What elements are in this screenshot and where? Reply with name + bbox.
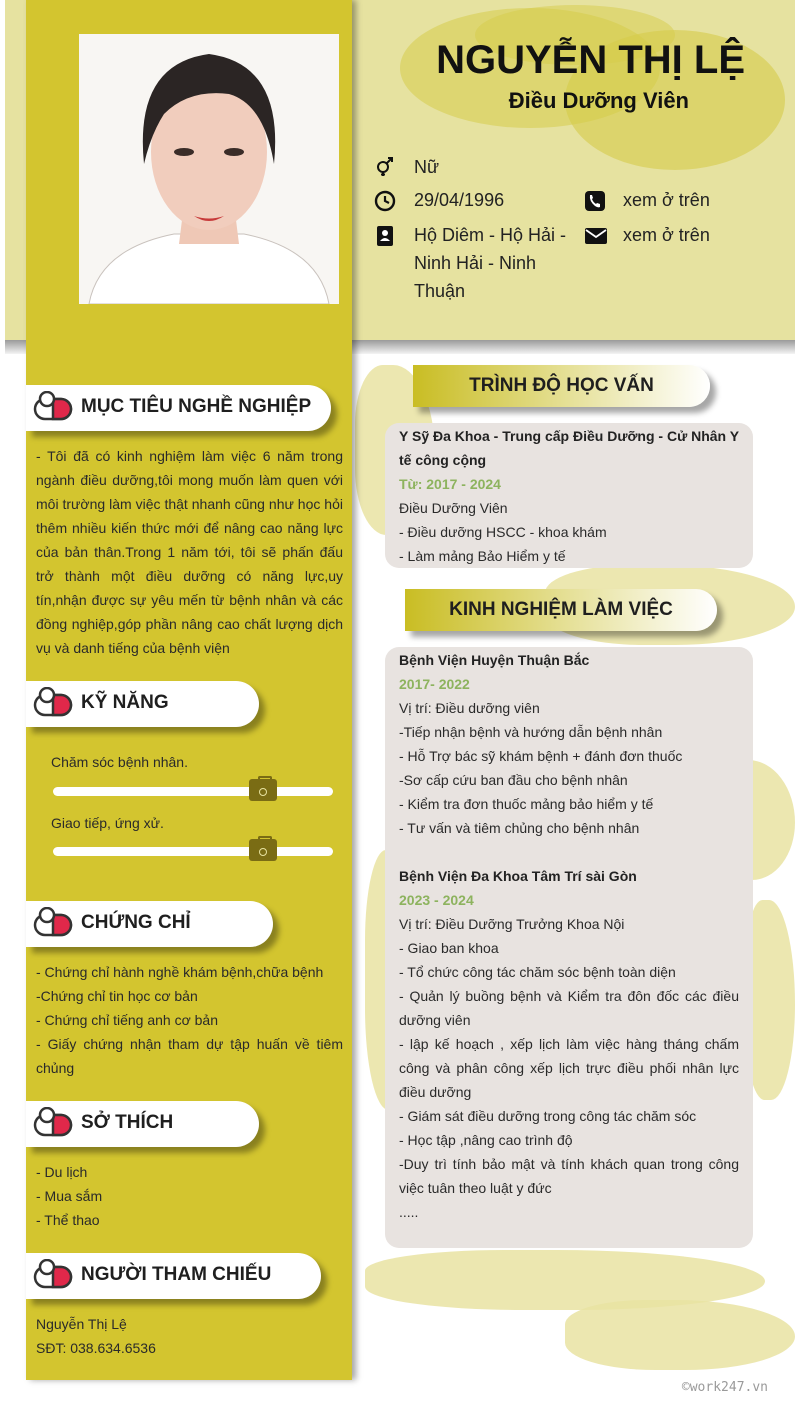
skill-label: Chăm sóc bệnh nhân.	[51, 754, 188, 770]
pill-icon	[33, 907, 73, 941]
list-item: - Tư vấn và tiêm chủng cho bệnh nhân	[399, 820, 640, 836]
skill-label: Giao tiếp, ứng xử.	[51, 815, 164, 831]
list-item: -Duy trì tính bảo mật và tính khách quan trong công việc tuân theo luật y đức	[399, 1156, 739, 1196]
birthdate-text: 29/04/1996	[414, 190, 505, 210]
skill-bar	[53, 787, 333, 796]
list-item: - Hỗ Trợ bác sỹ khám bệnh + đánh đơn thuốc	[399, 748, 683, 764]
candidate-name: NGUYỄN THỊ LỆ	[436, 38, 745, 82]
list-item: - Mua sắm	[36, 1188, 103, 1204]
list-item: - Du lịch	[36, 1164, 88, 1180]
education-content	[399, 424, 739, 568]
list-item: - Quản lý buồng bệnh và Kiểm tra đôn đốc các điều dưỡng viên	[399, 988, 739, 1028]
pill-icon	[33, 1107, 73, 1141]
pill-icon	[33, 391, 73, 425]
list-item: - Thể thao	[36, 1212, 100, 1228]
hobbies-heading	[26, 1101, 259, 1147]
references-info	[36, 1312, 343, 1360]
list-item: - Giám sát điều dưỡng trong công tác chăm sóc	[399, 1108, 697, 1124]
list-item: -Tiếp nhận bệnh và hướng dẫn bệnh nhân	[399, 724, 663, 740]
experience-content	[399, 648, 739, 1224]
job-period: 2023 - 2024	[399, 892, 474, 908]
briefcase-icon	[249, 779, 277, 801]
list-item: -Chứng chỉ tin học cơ bản	[36, 988, 198, 1004]
clock-icon	[374, 190, 396, 212]
phone-text: xem ở trên	[623, 190, 710, 210]
hobbies-title: SỞ THÍCH	[81, 1112, 174, 1133]
skills-heading	[26, 681, 259, 727]
education-school: Y Sỹ Đa Khoa - Trung cấp Điều Dưỡng - Cử Nhân Y tế công cộng	[399, 428, 739, 468]
briefcase-icon	[249, 839, 277, 861]
list-item: - Chứng chỉ tiếng anh cơ bản	[36, 1012, 218, 1028]
references-title: NGƯỜI THAM CHIẾU	[81, 1264, 272, 1285]
experience-title: KINH NGHIỆM LÀM VIỆC	[449, 599, 673, 620]
list-item: - Làm mảng Bảo Hiểm y tế	[399, 548, 566, 564]
pill-icon	[33, 1259, 73, 1293]
job-company: Bệnh Viện Huyện Thuận Bắc	[399, 652, 590, 668]
list-item: - Học tập ,nâng cao trình độ	[399, 1132, 573, 1148]
address-line: Thuận	[414, 281, 466, 301]
objective-heading	[26, 385, 331, 431]
address-icon	[374, 225, 396, 247]
list-item: Điều Dưỡng Viên	[399, 500, 508, 516]
list-item: .....	[399, 1204, 419, 1220]
references-heading	[26, 1253, 321, 1299]
experience-heading	[405, 589, 717, 631]
list-item: - Tổ chức công tác chăm sóc bệnh toàn diện	[399, 964, 676, 980]
address-text	[414, 221, 574, 305]
pill-icon	[33, 687, 73, 721]
list-item: Vị trí: Điều dưỡng viên	[399, 700, 540, 716]
watermark: ©work247.vn	[681, 1380, 768, 1395]
objective-title: MỤC TIÊU NGHỀ NGHIỆP	[81, 396, 312, 417]
job-period: 2017- 2022	[399, 676, 470, 692]
phone-icon	[584, 190, 606, 212]
profile-photo	[79, 34, 339, 304]
skill-bar	[53, 847, 333, 856]
reference-phone: SĐT: 038.634.6536	[36, 1340, 156, 1356]
hobbies-list	[36, 1160, 343, 1232]
list-item: -Sơ cấp cứu ban đầu cho bệnh nhân	[399, 772, 628, 788]
reference-name: Nguyễn Thị Lệ	[36, 1316, 127, 1332]
objective-text: - Tôi đã có kinh nghiệm làm việc 6 năm trong ngành điều dưỡng,tôi mong muốn làm quen với môi trường làm việc thật nhanh cũng như học hỏi thêm nhiều kiến thức mới để nâng cao năng lực của bản thân.Trong 1 năm tới, tôi sẽ phấn đấu trở thành một điều dưỡng có năng lực,uy tín,nhận được sự yêu mến từ bệnh nhân và các đồng nghiệp,góp phần nâng cao chất lượng dịch vụ và danh tiếng của bệnh viện	[36, 448, 343, 656]
certificates-heading	[26, 901, 273, 947]
cv-page	[5, 0, 795, 1407]
list-item: - Điều dưỡng HSCC - khoa khám	[399, 524, 607, 540]
list-item: - Chứng chỉ hành nghề khám bệnh,chữa bệnh	[36, 964, 324, 980]
list-item: - Giao ban khoa	[399, 940, 499, 956]
email-icon	[584, 225, 608, 247]
address-line: Hộ Diêm - Hộ Hải -	[414, 225, 567, 245]
education-heading	[413, 365, 710, 407]
list-item: - lập kế hoạch , xếp lịch làm việc hàng tháng chấm công và phân công xếp lịch trực điều phối nhân lực điều dưỡng	[399, 1036, 739, 1100]
certificates-list	[36, 960, 343, 1080]
list-item: Vị trí: Điều Dưỡng Trưởng Khoa Nội	[399, 916, 625, 932]
gender-icon	[374, 155, 396, 177]
gender-text: Nữ	[414, 157, 440, 177]
skills-title: KỸ NĂNG	[81, 692, 169, 713]
list-item: - Giấy chứng nhận tham dự tập huấn về tiêm chủng	[36, 1036, 343, 1076]
education-title: TRÌNH ĐỘ HỌC VẤN	[469, 375, 654, 396]
education-period: Từ: 2017 - 2024	[399, 476, 501, 492]
list-item: - Kiểm tra đơn thuốc mảng bảo hiểm y tế	[399, 796, 654, 812]
candidate-role: Điều Dưỡng Viên	[508, 88, 689, 113]
certificates-title: CHỨNG CHỈ	[81, 912, 191, 933]
job-company: Bệnh Viện Đa Khoa Tâm Trí sài Gòn	[399, 868, 637, 884]
email-text: xem ở trên	[623, 225, 710, 245]
address-line: Ninh Hải - Ninh	[414, 253, 537, 273]
